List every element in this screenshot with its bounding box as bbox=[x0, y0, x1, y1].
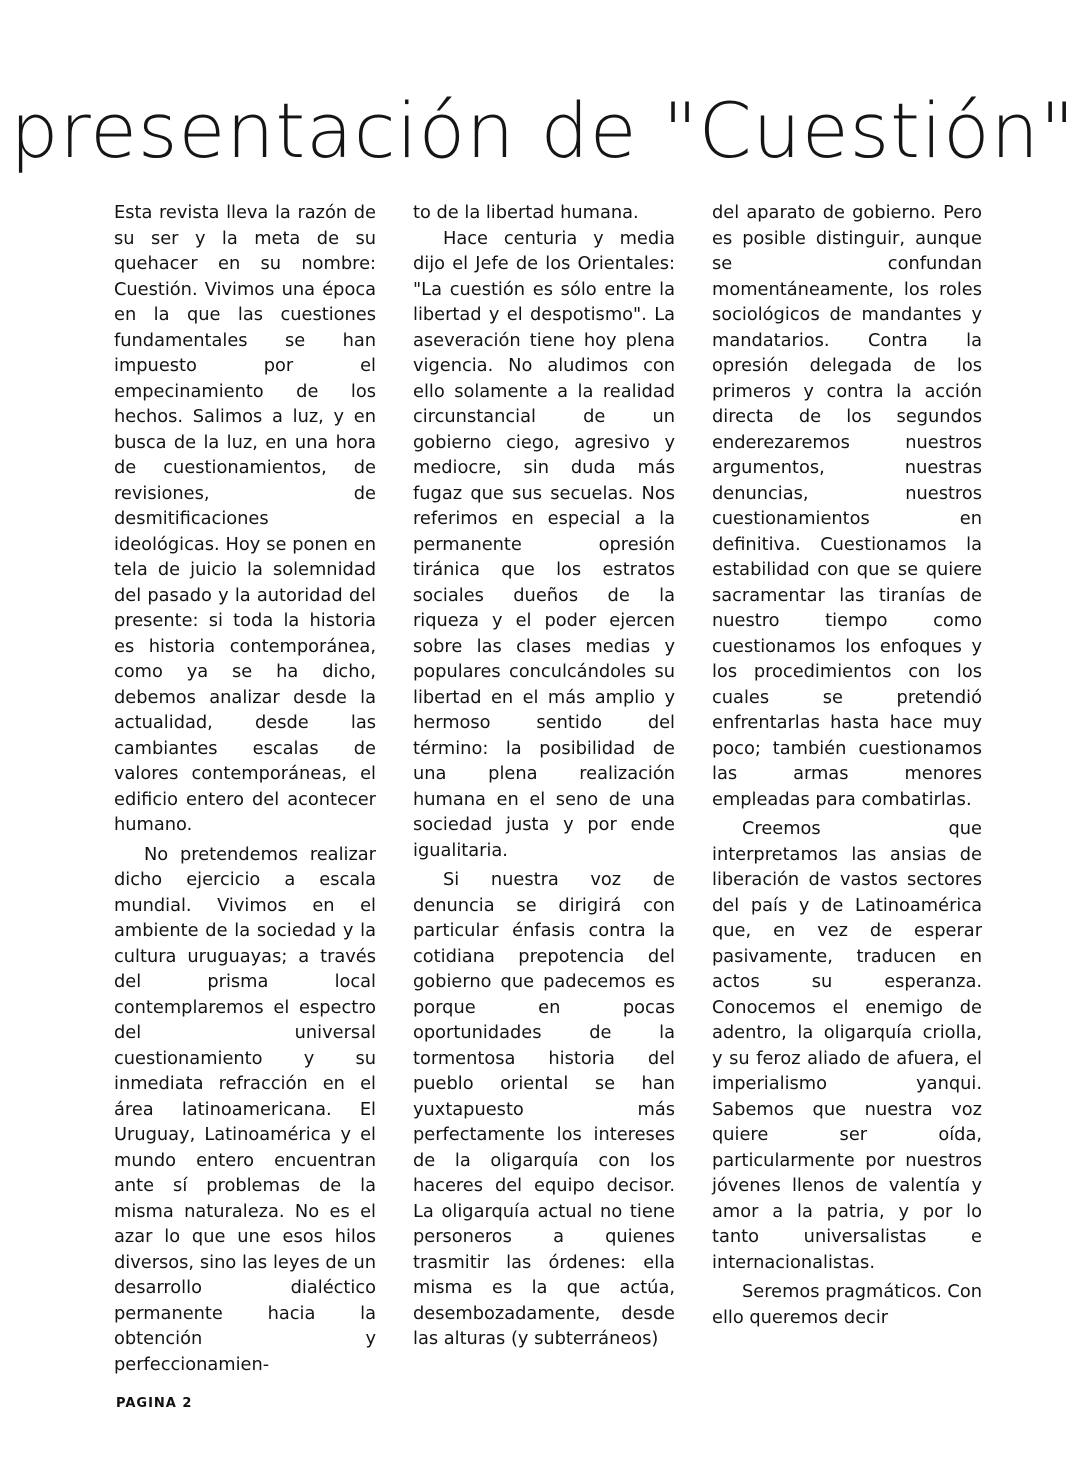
column-2 bbox=[413, 200, 675, 1377]
page-number: PAGINA 2 bbox=[116, 1396, 193, 1411]
paragraph: to de la libertad humana. bbox=[413, 202, 639, 223]
paragraph: Seremos pragmáticos. Con ello queremos decir bbox=[712, 1281, 982, 1328]
page-title: presentación de "Cuestión" bbox=[10, 86, 1076, 175]
paragraph: Hace centuria y media dijo el Jefe de los Orientales: "La cuestión es sólo entre la libertad y el despotismo". La aseveración tiene hoy plena vigencia. No aludimos con ello solamente a la realidad circunstancial de un gobierno ciego, agresivo y mediocre, sin duda más fugaz que sus secuelas. Nos referimos en especial a la permanente opresión tiránica que los estratos sociales dueños de la riqueza y el poder ejercen sobre las clases medias y populares conculcándoles su libertad en el más amplio y hermoso sentido del término: la posibilidad de una plena realización humana en el seno de una sociedad justa y por ende igualitaria. bbox=[413, 227, 675, 861]
column-3 bbox=[712, 200, 982, 1377]
paragraph: No pretendemos realizar dicho ejercicio a escala mundial. Vivimos en el ambiente de la sociedad y la cultura uruguayas; a través del prisma local contemplaremos el espectro del universal cuestionamiento y su inmediata refracción en el área latinoamericana. El Uruguay, Latinoamérica y el mundo entero encuentran ante sí problemas de la misma naturaleza. No es el azar lo que une esos hilos diversos, sino las leyes de un desarrollo dialéctico permanente hacia la obtención y perfeccionamien- bbox=[114, 843, 376, 1375]
paragraph: Si nuestra voz de denuncia se dirigirá con particular énfasis contra la cotidiana prepotencia del gobierno que padecemos es porque en pocas oportunidades de la tormentosa historia del pueblo oriental se han yuxtapuesto más perfectamente los intereses de la oligarquía con los haceres del equipo decisor. La oligarquía actual no tiene personeros a quienes trasmitir las órdenes: ella misma es la que actúa, desembozadamente, desde las alturas (y subterráneos) bbox=[413, 869, 675, 1349]
paragraph: Esta revista lleva la razón de su ser y la meta de su quehacer en su nombre: Cuestión. Vivimos una época en la que las cuestiones fundamentales se han impuesto por el empecinamiento de los hechos. Salimos a luz, y en busca de la luz, en una hora de cuestionamientos, de revisiones, de desmitificaciones ideológicas. Hoy se ponen en tela de juicio la solemnidad del pasado y la autoridad del presente: si toda la historia es historia contemporánea, como ya se ha dicho, debemos analizar desde la actualidad, desde las cambiantes escalas de valores contemporáneas, el edificio entero del acontecer humano. bbox=[114, 202, 376, 835]
column-1 bbox=[114, 200, 376, 1377]
article-columns bbox=[114, 200, 982, 1375]
paragraph: Creemos que interpretamos las ansias de liberación de vastos sectores del país y de Latinoamérica que, en vez de esperar pasivamente, traducen en actos su esperanza. Conocemos el enemigo de adentro, la oligarquía criolla, y su feroz aliado de afuera, el imperialismo yanqui. Sabemos que nuestra voz quiere ser oída, particularmente por nuestros jóvenes llenos de valentía y amor a la patria, y por lo tanto universalistas e internacionalistas. bbox=[712, 818, 982, 1273]
paragraph: del aparato de gobierno. Pero es posible distinguir, aunque se confundan momentáneamente, los roles sociológicos de mandantes y mandatarios. Contra la opresión delegada de los primeros y contra la acción directa de los segundos enderezaremos nuestros argumentos, nuestras denuncias, nuestros cuestionamientos en definitiva. Cuestionamos la estabilidad con que se quiere sacramentar las tiranías de nuestro tiempo como cuestionamos los enfoques y los procedimientos con los cuales se pretendió enfrentarlas hasta hace muy poco; también cuestionamos las armas menores empleadas para combatirlas. bbox=[712, 202, 982, 810]
